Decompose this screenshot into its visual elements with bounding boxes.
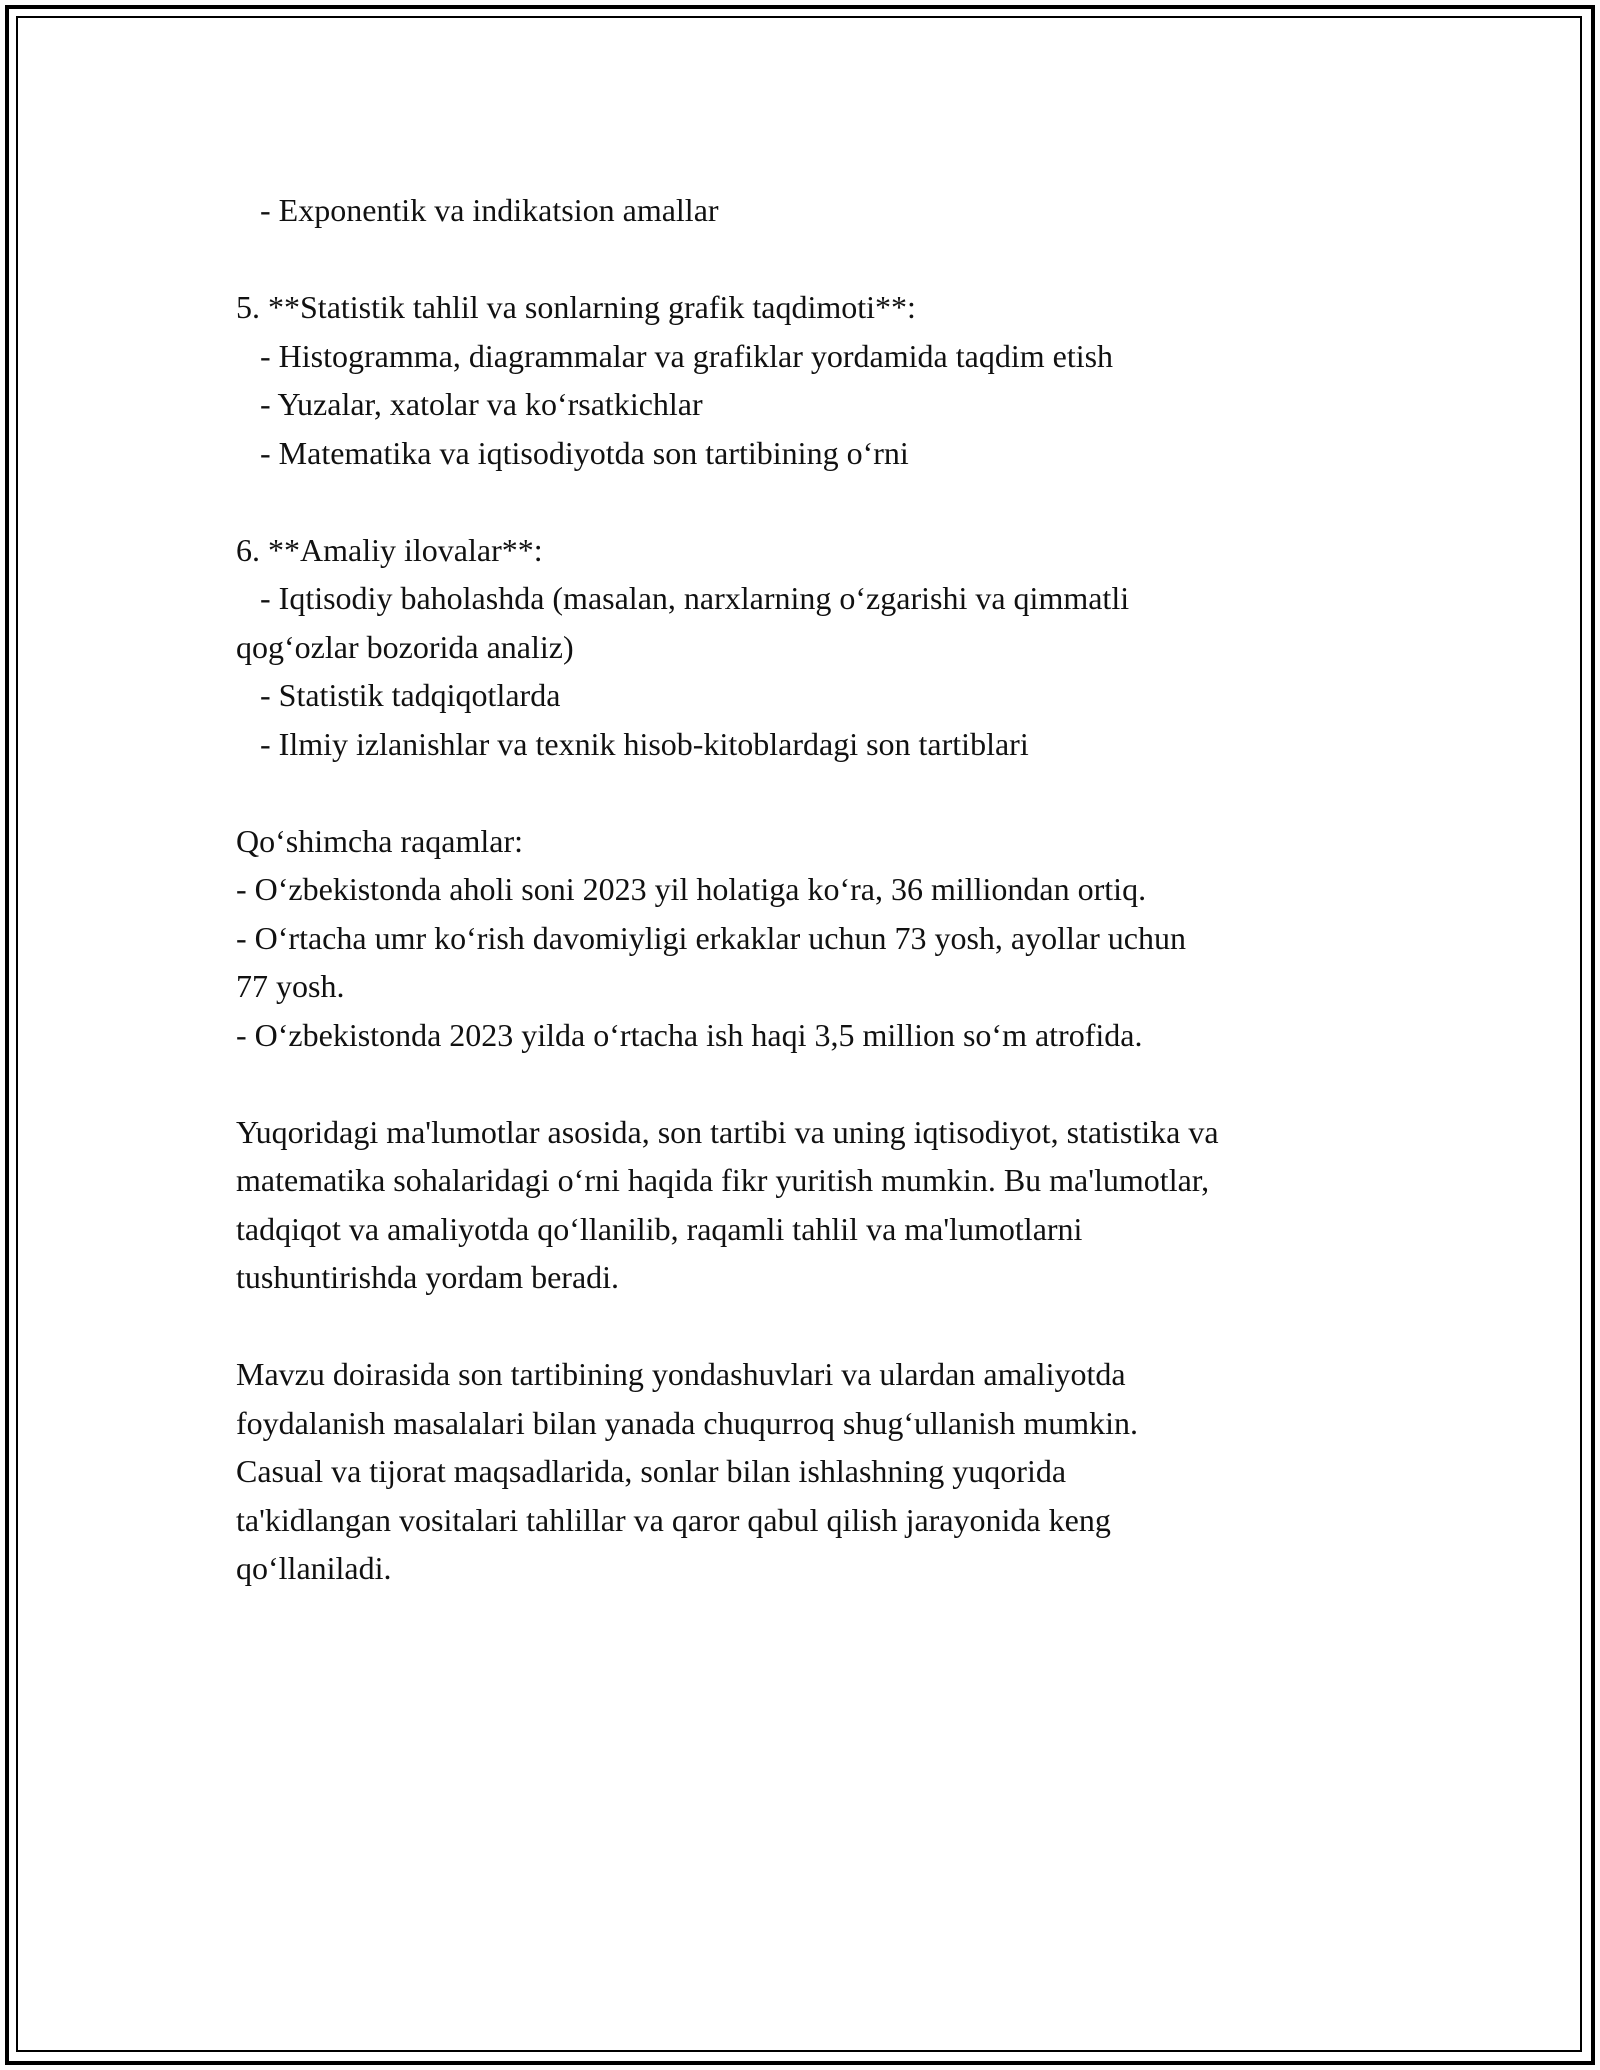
fact-salary: - O‘zbekistonda 2023 yilda o‘rtacha ish haqi 3,5 million so‘m atrofida. <box>236 1016 1143 1053</box>
blank-line <box>236 1059 1376 1108</box>
fact-population: - O‘zbekistonda aholi soni 2023 yil holatiga ko‘ra, 36 milliondan ortiq. <box>236 871 1147 907</box>
blank-line <box>236 1302 1376 1351</box>
blank-line <box>236 235 1376 284</box>
paragraph-2-line-4: ta'kidlangan vositalari tahlillar va qaror qabul qilish jarayonida keng <box>236 1501 1111 1538</box>
section-heading-statistik: 5. **Statistik tahlil va sonlarning grafik taqdimoti**: <box>236 289 916 325</box>
list-item-iqtisodiy: - Iqtisodiy baholashda (masalan, narxlarning o‘zgarishi va qimmatli <box>236 580 1130 616</box>
paragraph-1-line-1: Yuqoridagi ma'lumotlar asosida, son tartibi va uning iqtisodiyot, statistika va <box>236 1113 1219 1150</box>
list-item-exponentik: - Exponentik va indikatsion amallar <box>236 192 719 228</box>
list-item-matematika: - Matematika va iqtisodiyotda son tartibining o‘rni <box>236 434 909 471</box>
fact-life-expectancy-cont: 77 yosh. <box>236 968 345 1004</box>
section-heading-amaliy: 6. **Amaliy ilovalar**: <box>236 531 543 568</box>
list-item-ilmiy: - Ilmiy izlanishlar va texnik hisob-kitoblardagi son tartiblari <box>236 725 1029 762</box>
list-item-histogramma: - Histogramma, diagrammalar va grafiklar yordamida taqdim etish <box>236 337 1114 374</box>
list-item-statistik-tadqiqot: - Statistik tadqiqotlarda <box>236 677 561 713</box>
paragraph-1-line-3: tadqiqot va amaliyotda qo‘llanilib, raqamli tahlil va ma'lumotlarni <box>236 1210 1083 1247</box>
paragraph-2-line-5: qo‘llaniladi. <box>236 1550 392 1586</box>
blank-line <box>236 477 1376 526</box>
blank-line <box>236 768 1376 817</box>
paragraph-2-line-3: Casual va tijorat maqsadlarida, sonlar bilan ishlashning yuqorida <box>236 1453 1067 1489</box>
paragraph-1-line-2: matematika sohalaridagi o‘rni haqida fikr yuritish mumkin. Bu ma'lumotlar, <box>236 1162 1210 1198</box>
paragraph-2-line-1: Mavzu doirasida son tartibining yondashuvlari va ulardan amaliyotda <box>236 1356 1126 1392</box>
fact-life-expectancy: - O‘rtacha umr ko‘rish davomiyligi erkaklar uchun 73 yosh, ayollar uchun <box>236 919 1186 956</box>
extra-numbers-heading: Qo‘shimcha raqamlar: <box>236 822 523 859</box>
paragraph-2-line-2: foydalanish masalalari bilan yanada chuqurroq shug‘ullanish mumkin. <box>236 1404 1138 1441</box>
paragraph-1-line-4: tushuntirishda yordam beradi. <box>236 1259 620 1295</box>
list-item-iqtisodiy-cont: qog‘ozlar bozorida analiz) <box>236 628 574 665</box>
document-body <box>236 186 1376 1593</box>
list-item-yuzalar: - Yuzalar, xatolar va ko‘rsatkichlar <box>236 386 703 422</box>
